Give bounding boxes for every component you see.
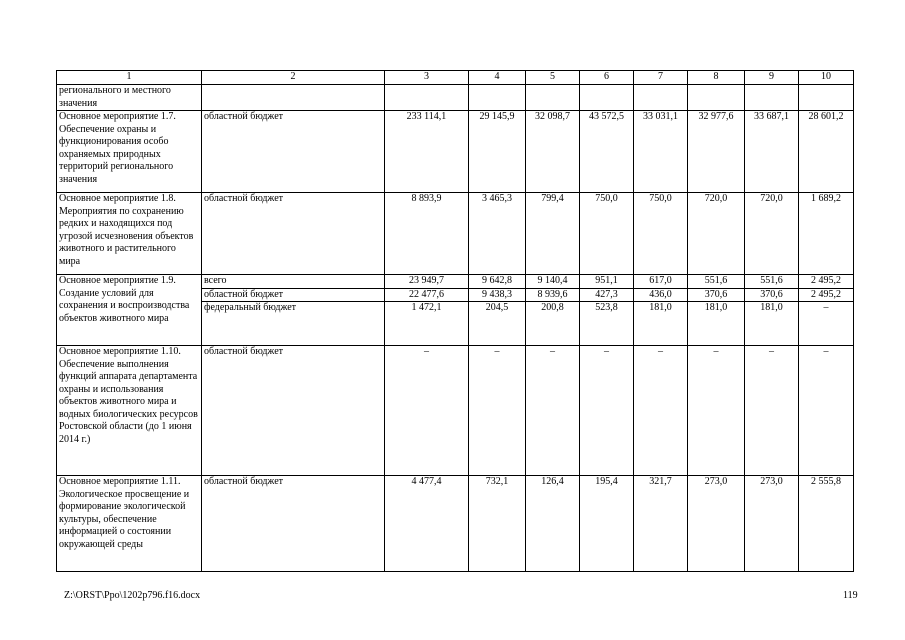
activity-name: Основное мероприятие 1.9. Создание условий для сохранения и воспроизводства объектов животного мира [57, 275, 202, 346]
amount-cell: 28 601,2 [799, 111, 854, 193]
amount-cell: 551,6 [688, 275, 745, 289]
column-header: 7 [634, 71, 688, 85]
amount-cell: 1 472,1 [385, 302, 469, 346]
amount-cell: 233 114,1 [385, 111, 469, 193]
activity-name: регионального и местного значения [57, 85, 202, 111]
amount-cell: 720,0 [688, 193, 745, 275]
amount-cell: 126,4 [526, 476, 580, 572]
amount-cell: 204,5 [469, 302, 526, 346]
column-header: 9 [745, 71, 799, 85]
amount-cell: 181,0 [688, 302, 745, 346]
amount-cell: 4 477,4 [385, 476, 469, 572]
amount-cell: 23 949,7 [385, 275, 469, 289]
amount-cell [799, 85, 854, 111]
column-header: 4 [469, 71, 526, 85]
column-header: 10 [799, 71, 854, 85]
funding-source: всего [202, 275, 385, 289]
funding-source: федеральный бюджет [202, 302, 385, 346]
column-header: 2 [202, 71, 385, 85]
amount-cell: 29 145,9 [469, 111, 526, 193]
amount-cell: – [580, 346, 634, 476]
amount-cell: 181,0 [745, 302, 799, 346]
amount-cell: 370,6 [688, 288, 745, 302]
amount-cell: – [526, 346, 580, 476]
funding-source: областной бюджет [202, 288, 385, 302]
amount-cell: 43 572,5 [580, 111, 634, 193]
budget-table [56, 70, 854, 572]
amount-cell: 22 477,6 [385, 288, 469, 302]
table-row [57, 476, 854, 572]
amount-cell: 720,0 [745, 193, 799, 275]
activity-name: Основное мероприятие 1.11. Экологическое просвещение и формирование экологической культуры, обеспечение информацией о состоянии окружающей среды [57, 476, 202, 572]
amount-cell: 8 893,9 [385, 193, 469, 275]
amount-cell: 732,1 [469, 476, 526, 572]
amount-cell [634, 85, 688, 111]
amount-cell [526, 85, 580, 111]
funding-source: областной бюджет [202, 193, 385, 275]
amount-cell [688, 85, 745, 111]
funding-source: областной бюджет [202, 476, 385, 572]
amount-cell: 750,0 [580, 193, 634, 275]
column-header: 6 [580, 71, 634, 85]
amount-cell: 181,0 [634, 302, 688, 346]
amount-cell: 2 495,2 [799, 275, 854, 289]
amount-cell: 427,3 [580, 288, 634, 302]
footer-file-path: Z:\ORST\Ppo\1202p796.f16.docx [64, 590, 201, 601]
amount-cell: 3 465,3 [469, 193, 526, 275]
amount-cell: 951,1 [580, 275, 634, 289]
table-header-row [57, 71, 854, 85]
funding-source: областной бюджет [202, 346, 385, 476]
amount-cell: – [634, 346, 688, 476]
amount-cell: – [469, 346, 526, 476]
amount-cell: 2 555,8 [799, 476, 854, 572]
amount-cell: 799,4 [526, 193, 580, 275]
amount-cell: 32 977,6 [688, 111, 745, 193]
column-header: 1 [57, 71, 202, 85]
amount-cell: 9 438,3 [469, 288, 526, 302]
amount-cell [385, 85, 469, 111]
activity-name: Основное мероприятие 1.8. Мероприятия по сохранению редких и находящихся под угрозой исчезновения объектов животного и растительного мира [57, 193, 202, 275]
amount-cell: 750,0 [634, 193, 688, 275]
amount-cell: – [799, 346, 854, 476]
amount-cell: 523,8 [580, 302, 634, 346]
amount-cell: 32 098,7 [526, 111, 580, 193]
table-row [57, 193, 854, 275]
column-header: 3 [385, 71, 469, 85]
amount-cell [745, 85, 799, 111]
amount-cell: 551,6 [745, 275, 799, 289]
table-row [57, 275, 854, 289]
amount-cell: 200,8 [526, 302, 580, 346]
amount-cell: 195,4 [580, 476, 634, 572]
amount-cell: 273,0 [688, 476, 745, 572]
amount-cell: 2 495,2 [799, 288, 854, 302]
amount-cell: 370,6 [745, 288, 799, 302]
table-row [57, 111, 854, 193]
amount-cell: 33 687,1 [745, 111, 799, 193]
amount-cell: – [385, 346, 469, 476]
footer-page-number: 119 [843, 590, 858, 601]
amount-cell: 8 939,6 [526, 288, 580, 302]
table-row [57, 346, 854, 476]
amount-cell: – [745, 346, 799, 476]
amount-cell: 1 689,2 [799, 193, 854, 275]
amount-cell: 321,7 [634, 476, 688, 572]
activity-name: Основное мероприятие 1.10. Обеспечение выполнения функций аппарата департамента охраны и использования объектов животного мира и водных биологических ресурсов Ростовской области (до 1 июня 2014 г.) [57, 346, 202, 476]
activity-name: Основное мероприятие 1.7. Обеспечение охраны и функционирования особо охраняемых природных территорий регионального значения [57, 111, 202, 193]
table-row [57, 85, 854, 111]
amount-cell: 9 140,4 [526, 275, 580, 289]
amount-cell: 617,0 [634, 275, 688, 289]
amount-cell: 33 031,1 [634, 111, 688, 193]
amount-cell [469, 85, 526, 111]
column-header: 8 [688, 71, 745, 85]
amount-cell: – [688, 346, 745, 476]
column-header: 5 [526, 71, 580, 85]
amount-cell [580, 85, 634, 111]
amount-cell: – [799, 302, 854, 346]
funding-source: областной бюджет [202, 111, 385, 193]
amount-cell: 9 642,8 [469, 275, 526, 289]
amount-cell: 436,0 [634, 288, 688, 302]
amount-cell: 273,0 [745, 476, 799, 572]
funding-source [202, 85, 385, 111]
